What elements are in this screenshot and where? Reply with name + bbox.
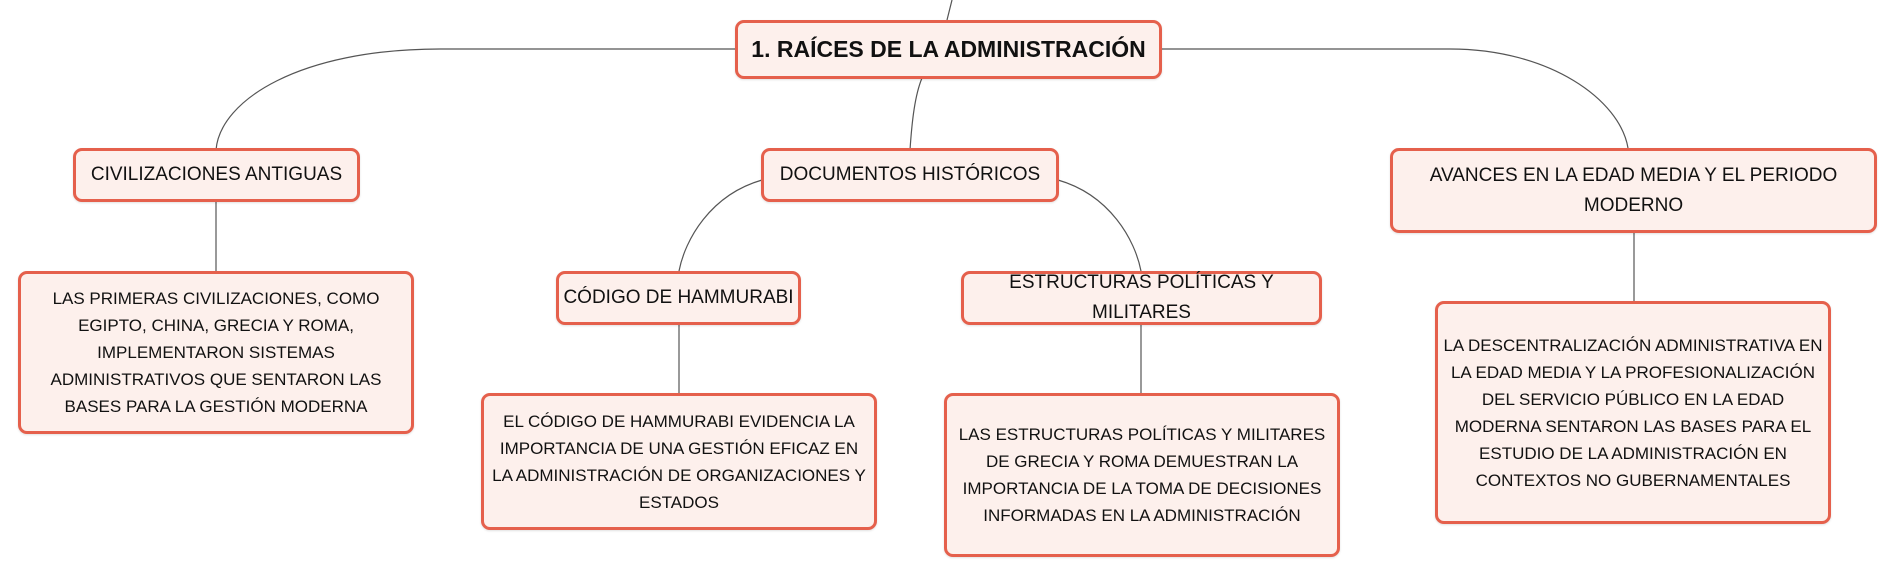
connector-documentos-to-hammurabi — [679, 180, 762, 271]
detail-avances-edad-media[interactable] — [1435, 301, 1831, 524]
subtopic-label: ESTRUCTURAS POLÍTICAS Y MILITARES — [1009, 272, 1274, 323]
detail-text: LA DESCENTRALIZACIÓN ADMINISTRATIVA EN LA EDAD MEDIA Y LA PROFESIONALIZACIÓN DEL SERVICIO PÚBLICO EN LA EDAD MODERNA SENTARON LAS BASES PARA EL ESTUDIO DE LA ADMINISTRACIÓN EN CONTEXTOS NO GUBERNAMENTALES — [1443, 335, 1823, 490]
detail-codigo-hammurabi[interactable] — [481, 393, 877, 530]
topic-documentos-historicos[interactable] — [761, 148, 1059, 202]
topic-avances-edad-media[interactable] — [1390, 148, 1877, 233]
root-topic-label: 1. RAÍCES DE LA ADMINISTRACIÓN — [751, 36, 1146, 62]
detail-text: LAS PRIMERAS CIVILIZACIONES, COMO EGIPTO, CHINA, GRECIA Y ROMA, IMPLEMENTARON SISTEMAS ADMINISTRATIVOS QUE SENTARON LAS BASES PARA LA GESTIÓN MODERNA — [50, 289, 382, 416]
subtopic-label: CÓDIGO DE HAMMURABI — [563, 287, 794, 308]
detail-text: EL CÓDIGO DE HAMMURABI EVIDENCIA LA IMPORTANCIA DE UNA GESTIÓN EFICAZ EN LA ADMINISTRACIÓN DE ORGANIZACIONES Y ESTADOS — [492, 411, 866, 512]
connector-root-to-avances — [1162, 49, 1628, 148]
detail-civilizaciones-antiguas[interactable] — [18, 271, 414, 434]
connector-documentos-to-estructuras — [1058, 180, 1141, 271]
connector-root-to-parent — [947, 0, 952, 20]
subtopic-estructuras-politicas[interactable] — [961, 271, 1322, 325]
subtopic-codigo-hammurabi[interactable] — [556, 271, 801, 325]
detail-estructuras-politicas[interactable] — [944, 393, 1340, 557]
connector-root-to-civilizaciones — [216, 49, 735, 150]
topic-label: CIVILIZACIONES ANTIGUAS — [90, 164, 343, 185]
detail-text: LAS ESTRUCTURAS POLÍTICAS Y MILITARES DE GRECIA Y ROMA DEMUESTRAN LA IMPORTANCIA DE LA TOMA DE DECISIONES INFORMADAS EN LA ADMINISTRACIÓN — [958, 425, 1326, 525]
root-topic[interactable] — [735, 20, 1162, 79]
connector-root-to-documentos — [910, 78, 922, 150]
topic-label: DOCUMENTOS HISTÓRICOS — [779, 164, 1041, 185]
topic-civilizaciones-antiguas[interactable] — [73, 148, 360, 202]
topic-label: AVANCES EN LA EDAD MEDIA Y EL PERIODO MODERNO — [1429, 164, 1838, 216]
